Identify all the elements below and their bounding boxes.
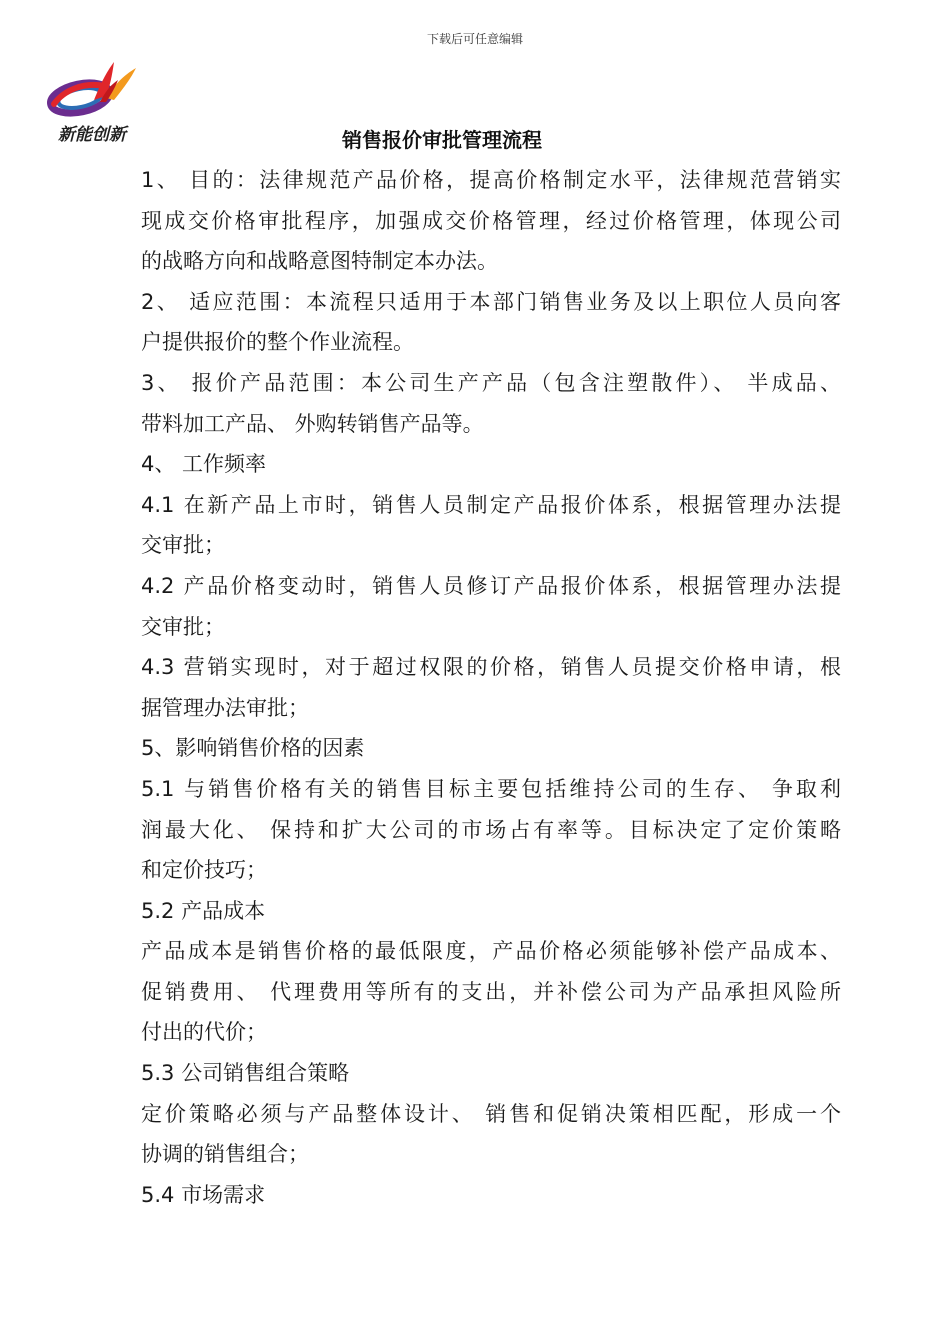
body-line: 付出的代价； — [141, 1020, 267, 1045]
body-line: 的战略方向和战略意图特制定本办法。 — [141, 249, 498, 274]
body-line: 交审批； — [141, 533, 225, 558]
body-line: 户提供报价的整个作业流程。 — [141, 330, 414, 355]
document-body — [141, 160, 841, 1215]
body-line: 5、影响销售价格的因素 — [141, 736, 365, 761]
body-line: 定价策略必须与产品整体设计、 销售和促销决策相匹配，形成一个 — [141, 1101, 841, 1126]
logo-text: 新能创新 — [58, 125, 126, 145]
body-line: 5.1 与销售价格有关的销售目标主要包括维持公司的生存、 争取利 — [141, 776, 841, 801]
body-line: 5.3 公司销售组合策略 — [141, 1061, 350, 1086]
body-line: 1、 目的：法律规范产品价格，提高价格制定水平，法律规范营销实 — [141, 168, 841, 192]
body-line: 2、 适应范围：本流程只适用于本部门销售业务及以上职位人员向客 — [141, 289, 841, 314]
header-note: 下载后可任意编辑 — [426, 32, 523, 46]
body-line: 现成交价格审批程序，加强成交价格管理，经过价格管理，体现公司 — [141, 208, 841, 233]
body-line: 5.2 产品成本 — [141, 898, 266, 923]
body-line: 交审批； — [141, 614, 225, 639]
body-line: 产品成本是销售价格的最低限度，产品价格必须能够补偿产品成本、 — [141, 939, 841, 964]
body-line: 据管理办法审批； — [141, 695, 309, 720]
body-line: 4.1 在新产品上市时，销售人员制定产品报价体系，根据管理办法提 — [141, 492, 841, 517]
body-line: 4.3 营销实现时，对于超过权限的价格，销售人员提交价格申请，根 — [141, 655, 841, 680]
body-line: 促销费用、 代理费用等所有的支出，并补偿公司为产品承担风险所 — [141, 979, 841, 1004]
body-line: 3、 报价产品范围：本公司生产产品（包含注塑散件）、 半成品、 — [141, 370, 841, 395]
logo-swirl-icon — [44, 60, 140, 122]
body-line: 4.2 产品价格变动时，销售人员修订产品报价体系，根据管理办法提 — [141, 573, 841, 598]
body-line: 润最大化、 保持和扩大公司的市场占有率等。目标决定了定价策略 — [141, 817, 841, 842]
document-title: 销售报价审批管理流程 — [342, 128, 542, 152]
body-line: 和定价技巧； — [141, 858, 267, 883]
body-line: 带料加工产品、 外购转销售产品等。 — [141, 411, 484, 436]
body-line: 协调的销售组合； — [141, 1142, 309, 1167]
body-line: 4、 工作频率 — [141, 452, 267, 477]
body-line: 5.4 市场需求 — [141, 1182, 266, 1207]
